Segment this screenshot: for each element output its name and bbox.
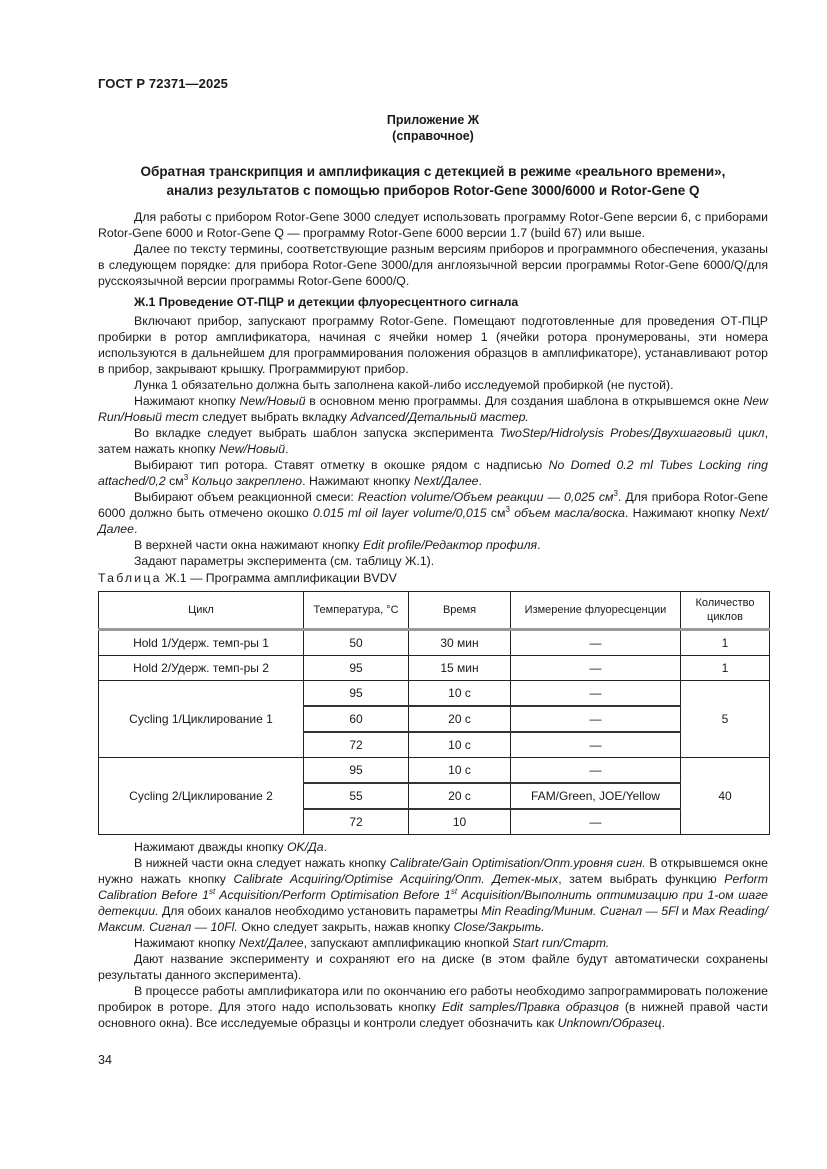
- function-reference: Perform Calibration Before 1: [98, 872, 769, 902]
- amplification-program-table: [98, 591, 770, 835]
- template-reference: TwoStep/Hidrolysis Probes/Двухшаговый цикл: [499, 426, 765, 440]
- cell-temperature: 72: [304, 732, 409, 758]
- section-paragraph-1: Включают прибор, запускают программу Rotor-Gene. Помещают подготовленные для проведения ОТ-ПЦР пробирки в ротор амплификатора, начиная с ячейки номер 1 (ячейки ротора пронумерованы, эти номера используются в дальнейшем для программирования положения образцов в амплификаторе), устанавливают ротор в прибор, закрывают крышку. Программируют прибор.: [98, 314, 768, 376]
- cell-cycle: Cycling 1/Циклирование 1: [99, 681, 304, 758]
- section-paragraph-3: [98, 393, 768, 425]
- button-reference: Next/ Далее: [98, 506, 768, 536]
- window-reference: New Run/Новый тест: [98, 394, 768, 424]
- cell-fluorescence: —: [511, 732, 681, 758]
- text: Для обоих каналов необходимо установить параметры: [158, 904, 482, 918]
- text: .: [323, 840, 328, 854]
- parameter-reference: Max Reading/Максим. Сигнал — 10Fl.: [98, 904, 769, 934]
- column-header-time: Время: [409, 592, 511, 630]
- column-header-cycle: Цикл: [99, 592, 304, 630]
- annex-heading-line-2: анализ результатов с помощью приборов Rotor-Gene 3000/6000 и Rotor-Gene Q: [166, 183, 700, 198]
- unit: см: [169, 474, 184, 488]
- superscript: 3: [505, 504, 510, 514]
- text: , запускают амплификацию кнопкой: [303, 936, 513, 950]
- cell-time: 10 с: [409, 681, 511, 707]
- text: , затем выбрать функцию: [558, 872, 725, 886]
- text: .: [478, 474, 482, 488]
- table-row: [99, 656, 770, 681]
- cell-fluorescence: —: [511, 809, 681, 835]
- text: Выбирают тип ротора. Ставят отметку в окошке рядом с надписью: [134, 458, 549, 472]
- text: . Нажимают кнопку: [624, 506, 740, 520]
- superscript: st: [450, 886, 458, 896]
- text: Нажимают кнопку: [134, 936, 239, 950]
- annex-label: Приложение Ж: [386, 113, 480, 127]
- table-row: [99, 681, 770, 707]
- annex-heading: [98, 162, 768, 200]
- cell-time: 20 с: [409, 706, 511, 732]
- cell-cycle-count: 1: [681, 630, 770, 656]
- document-standard-number: ГОСТ Р 72371—2025: [98, 76, 228, 91]
- button-reference: Close/Закрыть.: [453, 920, 545, 934]
- table-caption-label: Таблица: [98, 571, 162, 585]
- post-table-paragraph-4: Дают название эксперименту и сохраняют его на диске (в этом файле будут автоматически сохранены результаты данного эксперимента).: [98, 952, 768, 982]
- post-table-paragraph-2: [98, 855, 768, 935]
- cell-temperature: 55: [304, 783, 409, 809]
- cell-temperature: 95: [304, 758, 409, 784]
- table-caption-text: Ж.1 — Программа амплификации BVDV: [161, 571, 397, 585]
- cell-fluorescence: —: [511, 630, 681, 656]
- button-reference: Calibrate Acquiring/Optimise Acquiring/Опт. Детек-мых: [233, 872, 559, 886]
- text: В процессе работы амплификатора или по окончанию его работы необходимо запрограммировать положение пробирок в роторе. Для этого надо использовать кнопку: [98, 984, 768, 1014]
- text: . Для прибора Rotor-Gene 6000 должно быть отмечено окошко: [98, 490, 768, 520]
- cell-fluorescence: —: [511, 758, 681, 784]
- section-paragraph-6: [98, 489, 768, 537]
- cell-time: 30 мин: [409, 630, 511, 656]
- post-table-paragraph-3: [98, 935, 768, 951]
- button-reference: Next/Далее: [238, 936, 304, 950]
- section-paragraph-7: [98, 537, 768, 553]
- cell-fluorescence: —: [511, 706, 681, 732]
- tab-reference: Advanced/Детальный мастер.: [350, 410, 529, 424]
- cell-fluorescence: —: [511, 681, 681, 707]
- option-reference: No Domed 0.2 ml Tubes Locking ring attached/0,2: [98, 458, 768, 488]
- cell-time: 10: [409, 809, 511, 835]
- cell-temperature: 60: [304, 706, 409, 732]
- annex-title: [98, 112, 768, 144]
- text: в основном меню программы. Для создания шаблона в открывшемся окне: [305, 394, 744, 408]
- parameter-reference: Min Reading/Миним. Сигнал — 5Fl: [481, 904, 679, 918]
- text: следует выбрать вкладку: [198, 410, 351, 424]
- text: Нажимают кнопку: [134, 394, 240, 408]
- post-table-paragraph-1: [98, 839, 768, 855]
- text: Выбирают объем реакционной смеси:: [134, 490, 358, 504]
- section-heading: Ж.1 Проведение ОТ-ПЦР и детекции флуоресцентного сигнала: [134, 295, 519, 309]
- text: Во вкладке следует выбрать шаблон запуска эксперимента: [134, 426, 500, 440]
- text: .: [661, 1016, 666, 1030]
- label-reference: Unknown/Образец: [557, 1016, 662, 1030]
- text: и: [678, 904, 693, 918]
- post-table-section: [98, 839, 768, 1031]
- cell-cycle-count: 5: [681, 681, 770, 758]
- column-header-cycle-count: Количество циклов: [681, 592, 770, 630]
- intro-paragraph-2: Далее по тексту термины, соответствующие разным версиям приборов и программного обеспечения, указаны в следующем порядке: для прибора Rotor-Gene 3000/для англоязычной версии программы Rotor-Gene 6000/Q/для русскоязычной версии программы Rotor-Gene 6000/Q.: [98, 242, 768, 288]
- cell-temperature: 95: [304, 681, 409, 707]
- button-reference: Start run/Старт.: [512, 936, 610, 950]
- text: .: [537, 538, 541, 552]
- annex-heading-line-1: Обратная транскрипция и амплификация с детекцией в режиме «реального времени»,: [140, 164, 726, 179]
- table-row: [99, 758, 770, 784]
- text: , затем нажать кнопку: [98, 426, 768, 456]
- cell-time: 20 с: [409, 783, 511, 809]
- section-paragraph-8: Задают параметры эксперимента (см. таблицу Ж.1).: [134, 554, 435, 568]
- intro-section: [98, 209, 768, 289]
- annex-type: (справочное): [392, 129, 474, 143]
- table-caption: [98, 571, 397, 585]
- column-header-fluorescence: Измерение флуоресценции: [511, 592, 681, 630]
- button-reference: Next/Далее: [413, 474, 479, 488]
- cell-temperature: 95: [304, 656, 409, 681]
- cell-cycle: Cycling 2/Циклирование 2: [99, 758, 304, 835]
- function-reference: Acquisition/Perform Optimisation Before 1: [215, 888, 451, 902]
- option-reference: Reaction volume/Объем реакции — 0,025 см: [357, 490, 614, 504]
- superscript: 3: [613, 488, 618, 498]
- button-reference: Edit profile/Редактор профиля: [362, 538, 538, 552]
- option-reference: объем масла/воска: [509, 506, 625, 520]
- button-reference: Calibrate/Gain Optimisation/Опт.уровня сигн.: [389, 856, 646, 870]
- text: Нажимают дважды кнопку: [134, 840, 287, 854]
- cell-fluorescence: FAM/Green, JOE/Yellow: [511, 783, 681, 809]
- cell-cycle-count: 1: [681, 656, 770, 681]
- option-reference: Кольцо закреплено: [188, 474, 303, 488]
- page-number: 34: [98, 1053, 112, 1067]
- text: .: [285, 442, 289, 456]
- text: .: [133, 522, 138, 536]
- cell-temperature: 50: [304, 630, 409, 656]
- option-reference: 0.015 ml oil layer volume/0,015: [312, 506, 487, 520]
- cell-temperature: 72: [304, 809, 409, 835]
- section-paragraph-4: [98, 425, 768, 457]
- button-reference: OK/Да: [286, 840, 324, 854]
- superscript: 3: [183, 472, 189, 482]
- text: В открывшемся окне нужно нажать кнопку: [98, 856, 768, 886]
- column-header-temperature: Температура, °С: [304, 592, 409, 630]
- cell-time: 10 с: [409, 758, 511, 784]
- post-table-paragraph-5: [98, 983, 768, 1031]
- intro-paragraph-1: Для работы с прибором Rotor-Gene 3000 следует использовать программу Rotor-Gene версии 6, с приборами Rotor-Gene 6000 и Rotor-Gene Q — программу Rotor-Gene 6000 версии 1.7 (build 67) или выше.: [98, 210, 768, 240]
- text: (в нижней правой части основного окна). Все исследуемые образцы и контроли следует обозначить как: [98, 1000, 768, 1030]
- cell-cycle-count: 40: [681, 758, 770, 835]
- unit: см: [486, 506, 506, 520]
- section-paragraph-5: [98, 457, 768, 489]
- function-reference: Acquisition/Выполнить оптимизацию при 1-ом шаге детекции.: [98, 888, 769, 918]
- table-row: [99, 630, 770, 656]
- section-zh1: [98, 294, 768, 569]
- cell-time: 10 с: [409, 732, 511, 758]
- cell-cycle: Hold 2/Удерж. темп-ры 2: [99, 656, 304, 681]
- button-reference: New/Новый: [219, 442, 286, 456]
- text: . Нажимают кнопку: [302, 474, 414, 488]
- button-reference: Edit samples/Правка образцов: [441, 1000, 619, 1014]
- cell-fluorescence: —: [511, 656, 681, 681]
- text: В нижней части окна следует нажать кнопку: [134, 856, 390, 870]
- section-paragraph-2: Лунка 1 обязательно должна быть заполнена какой-либо исследуемой пробиркой (не пустой).: [134, 378, 674, 392]
- text: Окно следует закрыть, нажав кнопку: [237, 920, 454, 934]
- cell-cycle: Hold 1/Удерж. темп-ры 1: [99, 630, 304, 656]
- table-header-row: [99, 592, 770, 630]
- superscript: st: [208, 886, 216, 896]
- text: В верхней части окна нажимают кнопку: [134, 538, 363, 552]
- button-reference: New/Новый: [239, 394, 306, 408]
- cell-time: 15 мин: [409, 656, 511, 681]
